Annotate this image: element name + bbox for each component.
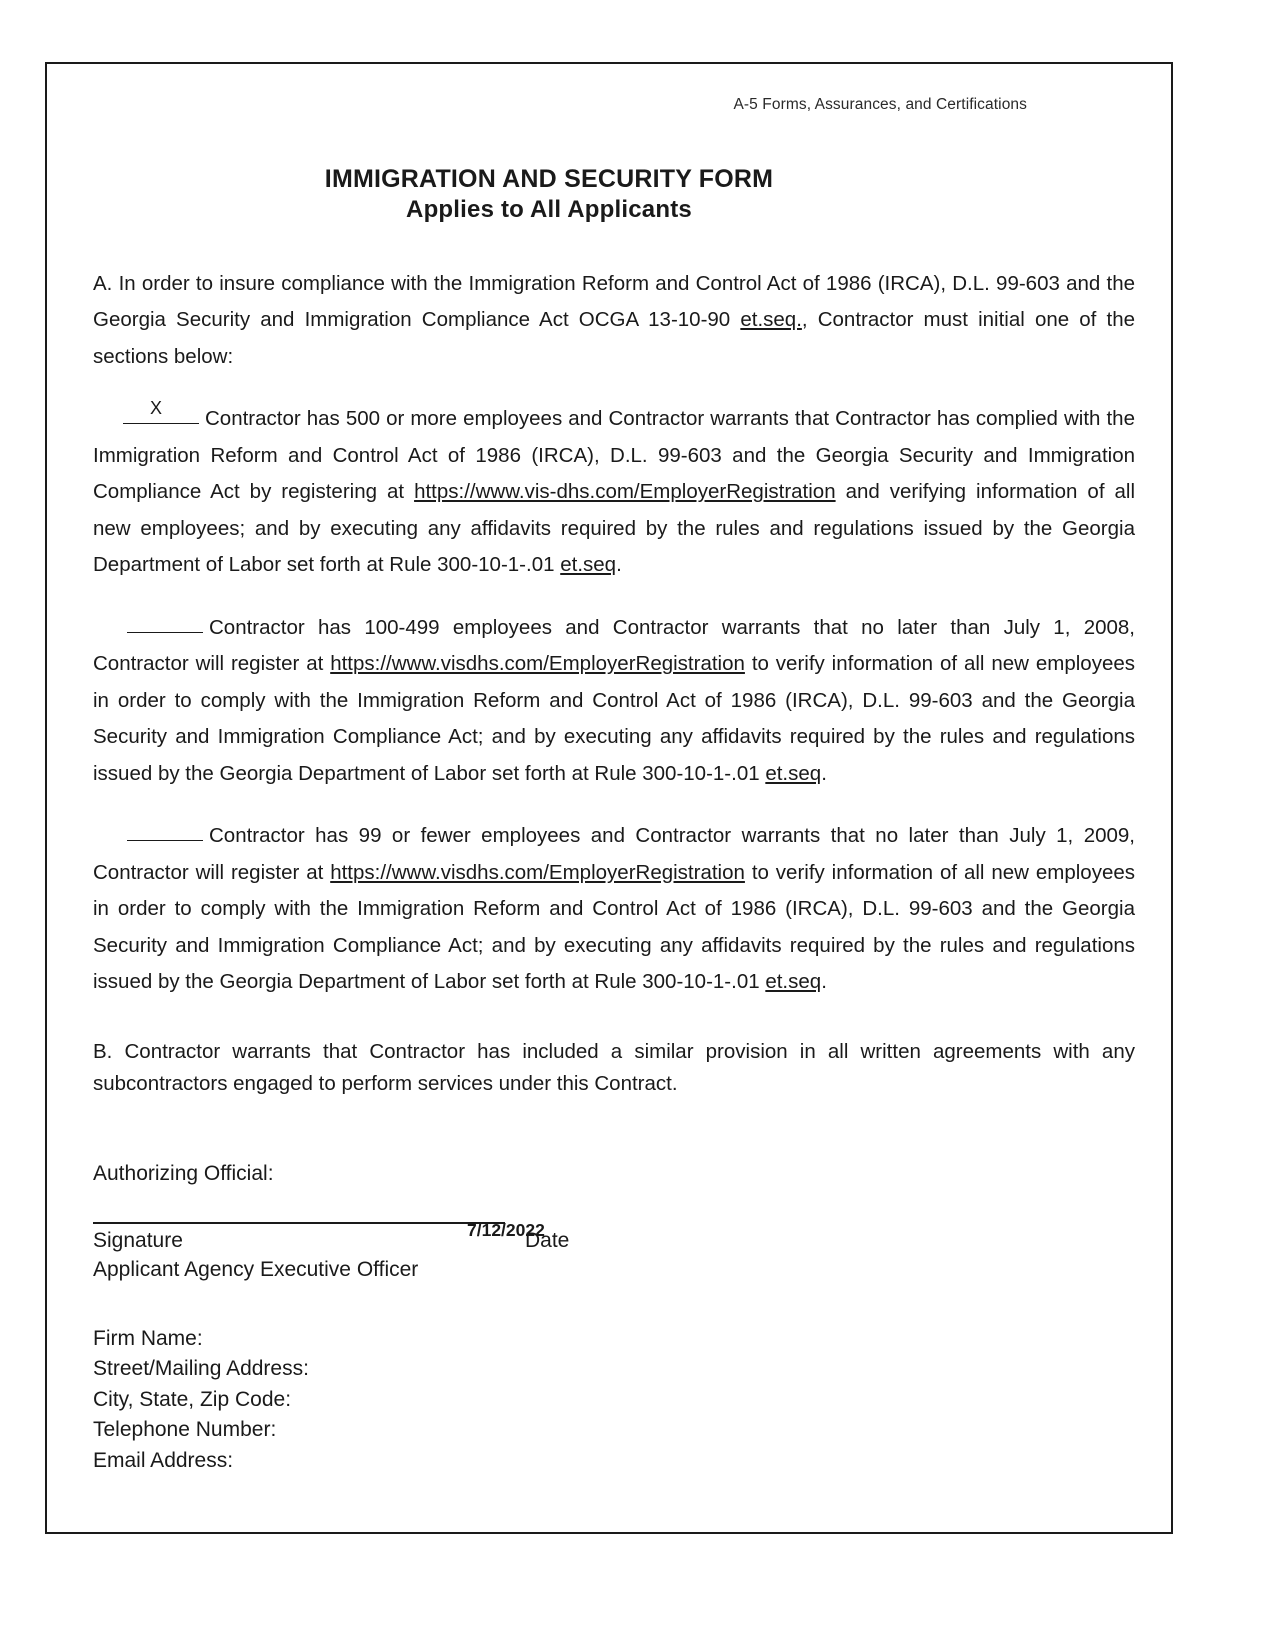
date-label: Date [525,1229,570,1253]
option-1-text-1: Contractor has 500 or more employees and Contractor warrants that Contractor has complied with the Immigration Reform and Control Act of 1986 (IRCA), D.L. 99-603 and the Georgia Security and Immigration Compliance Act by registering at [93,407,1135,504]
option-2-text-3: . [821,761,827,785]
section-b-block [93,1036,1135,1100]
title-block [69,164,1153,224]
document-body [69,266,1153,1100]
section-a-text-2: , Contractor must initial one of the sections below: [93,308,1135,368]
date-value: 7/12/2022 [467,1220,545,1241]
option-3-text-2: to verify information of all new employees in order to comply with the Immigration Reform and Control Act of 1986 (IRCA), D.L. 99-603 and the Georgia Security and Immigration Compliance Act; and by executing any affidavits required by the rules and regulations issued by the Georgia Department of Labor set forth at Rule 300-10-1-.01 [93,860,1135,993]
section-a-etseq: et.seq. [740,308,802,332]
field-email[interactable]: Email Address: [93,1448,234,1472]
page-title: IMMIGRATION AND SECURITY FORM [324,165,774,193]
signature-rule[interactable] [93,1222,505,1224]
option-1-etseq: et.seq [560,553,617,577]
field-city-state-zip[interactable]: City, State, Zip Code: [93,1387,292,1411]
option-3-text-3: . [821,970,827,993]
option-block-99-or-fewer[interactable] [93,818,1135,1000]
option-1-paragraph [93,398,1136,583]
initial-blank-line-3[interactable] [127,823,203,841]
page-content [69,84,1153,1522]
document-header-label: A-5 Forms, Assurances, and Certifications [733,96,1027,113]
option-2-paragraph [93,610,1135,792]
option-2-url[interactable]: https://www.visdhs.com/EmployerRegistration [330,652,745,676]
option-block-500-or-more[interactable] [93,398,1136,583]
option-2-text-2: to verify information of all new employees in order to comply with the Immigration Reform and Control Act of 1986 (IRCA), D.L. 99-603 and the Georgia Security and Immigration Compliance Act; and by executing any affidavits required by the rules and regulations issued by the Georgia Department of Labor set forth at Rule 300-10-1-.01 [93,652,1135,785]
section-a-paragraph [93,266,1135,375]
option-3-text-1: Contractor has 99 or fewer employees and Contractor warrants that no later than July 1, 2009, Contractor will register at [93,824,1135,884]
option-3-url[interactable]: https://www.visdhs.com/EmployerRegistration [330,860,745,884]
option-block-100-to-499[interactable] [93,610,1135,792]
option-1-text-2: and verifying information of all new employees; and by executing any affidavits required by the rules and regulations issued by the Georgia Department of Labor set forth at Rule 300-10-1-.01 [93,480,1136,577]
signature-label: Signature [93,1229,183,1253]
signature-area [69,1222,593,1282]
field-firm-name[interactable]: Firm Name: [93,1327,203,1351]
option-2-etseq: et.seq [765,761,822,785]
firm-fields-list [69,1324,1153,1476]
document-page [45,62,1173,1534]
section-b-paragraph: B. Contractor warrants that Contractor has included a similar provision in all written agreements with any subcontractors engaged to perform services under this Contract. [93,1040,1135,1096]
field-telephone[interactable]: Telephone Number: [93,1418,277,1442]
field-street-address[interactable]: Street/Mailing Address: [93,1357,309,1381]
initial-mark-option-1: X [150,398,163,419]
initial-blank-line-2[interactable] [127,614,203,632]
authorizing-official-label: Authorizing Official: [93,1162,274,1186]
option-3-etseq: et.seq [765,970,822,993]
signature-labels [93,1229,593,1257]
option-1-text-3: . [616,553,622,577]
option-3-paragraph [93,818,1135,1000]
option-1-url[interactable]: https://www.vis-dhs.com/EmployerRegistration [414,480,836,504]
section-a-text-1: A. In order to insure compliance with the Immigration Reform and Control Act of 1986 (IRCA), D.L. 99-603 and the Georgia Security and Immigration Compliance Act OCGA 13-10-90 [93,271,1135,332]
option-2-text-1: Contractor has 100-499 employees and Contractor warrants that no later than July 1, 2008, Contractor will register at [93,615,1135,676]
signature-role-label: Applicant Agency Executive Officer [93,1258,419,1282]
page-subtitle: Applies to All Applicants [406,195,692,223]
